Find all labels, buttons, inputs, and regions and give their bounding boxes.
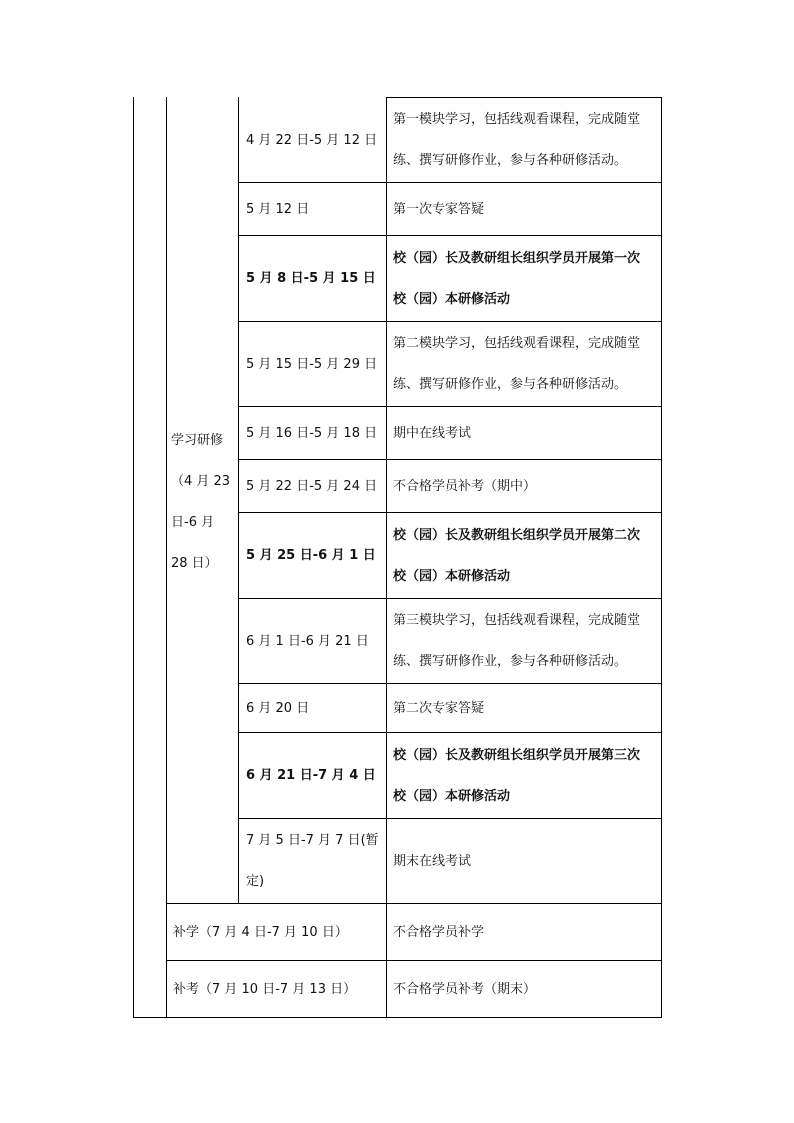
phase-label-line: （4 月 23 — [171, 474, 231, 489]
activity-text: 第一模块学习，包括线观看课程，完成随堂 — [393, 112, 641, 127]
phase-label — [171, 420, 237, 584]
phase-label-line: 28 日） — [171, 556, 218, 571]
date-text: 5 月 8 日-5 月 15 日 — [246, 271, 376, 286]
activity-text: 练、撰写研修作业，参与各种研修活动。 — [393, 377, 628, 392]
phase-label-line: 学习研修 — [171, 433, 224, 448]
date-cell — [238, 322, 386, 406]
date-cell — [238, 407, 386, 459]
date-text: 6 月 20 日 — [246, 700, 310, 716]
date-cell — [238, 599, 386, 683]
date-cell — [238, 513, 386, 598]
activity-cell — [387, 684, 661, 732]
date-cell — [238, 460, 386, 512]
date-cell — [238, 733, 386, 818]
date-text: 5 月 12 日 — [246, 201, 310, 217]
activity-text: 第三模块学习，包括线观看课程，完成随堂 — [393, 613, 641, 628]
activity-cell — [387, 513, 661, 598]
activity-text: 第二次专家答疑 — [393, 700, 485, 716]
activity-text: 期中在线考试 — [393, 425, 472, 441]
makeup-exam-label-cell — [167, 961, 386, 1017]
makeup-study-label: 补学（7 月 4 日-7 月 10 日） — [173, 924, 348, 940]
activity-text: 不合格学员补学 — [393, 924, 485, 940]
activity-text: 练、撰写研修作业，参与各种研修活动。 — [393, 153, 628, 168]
activity-cell — [387, 599, 661, 683]
activity-text: 校（园）长及教研组长组织学员开展第一次 — [393, 250, 641, 266]
activity-text: 校（园）本研修活动 — [393, 291, 511, 307]
date-text: 5 月 15 日-5 月 29 日 — [246, 356, 378, 372]
activity-text: 校（园）本研修活动 — [393, 788, 511, 804]
outer-left-border — [133, 97, 134, 1018]
activity-cell — [387, 733, 661, 818]
activity-cell — [387, 183, 661, 235]
activity-text: 练、撰写研修作业，参与各种研修活动。 — [393, 654, 628, 669]
date-text: 5 月 25 日-6 月 1 日 — [246, 548, 376, 563]
activity-cell — [387, 961, 661, 1017]
date-cell — [238, 183, 386, 235]
activity-text: 校（园）长及教研组长组织学员开展第三次 — [393, 747, 641, 763]
makeup-exam-label: 补考（7 月 10 日-7 月 13 日） — [173, 981, 357, 997]
activity-text: 第二模块学习，包括线观看课程，完成随堂 — [393, 336, 641, 351]
makeup-study-label-cell — [167, 904, 386, 960]
activity-text: 校（园）本研修活动 — [393, 568, 511, 584]
date-cell — [238, 684, 386, 732]
date-cell — [238, 819, 386, 903]
date-text: 6 月 21 日-7 月 4 日 — [246, 768, 376, 783]
column-divider-1 — [166, 97, 167, 1018]
date-text: 7 月 5 日-7 月 7 日(暂 — [246, 833, 379, 848]
date-cell — [238, 98, 386, 182]
phase-label-line: 日-6 月 — [171, 515, 215, 530]
activity-text: 校（园）长及教研组长组织学员开展第二次 — [393, 527, 641, 543]
date-cell — [238, 236, 386, 321]
activity-text: 不合格学员补考（期中） — [393, 478, 537, 494]
activity-cell — [387, 460, 661, 512]
activity-cell — [387, 904, 661, 960]
activity-text: 期末在线考试 — [393, 853, 472, 869]
date-text: 6 月 1 日-6 月 21 日 — [246, 633, 369, 649]
activity-cell — [387, 98, 661, 182]
activity-text: 不合格学员补考（期末） — [393, 981, 537, 997]
activity-cell — [387, 322, 661, 406]
activity-cell — [387, 407, 661, 459]
activity-cell — [387, 236, 661, 321]
date-text: 5 月 22 日-5 月 24 日 — [246, 478, 378, 494]
activity-text: 第一次专家答疑 — [393, 201, 485, 217]
table-bottom-border — [133, 1017, 662, 1018]
date-text: 定) — [246, 874, 265, 889]
date-text: 5 月 16 日-5 月 18 日 — [246, 425, 378, 441]
activity-cell — [387, 819, 661, 903]
date-text: 4 月 22 日-5 月 12 日 — [246, 132, 378, 148]
